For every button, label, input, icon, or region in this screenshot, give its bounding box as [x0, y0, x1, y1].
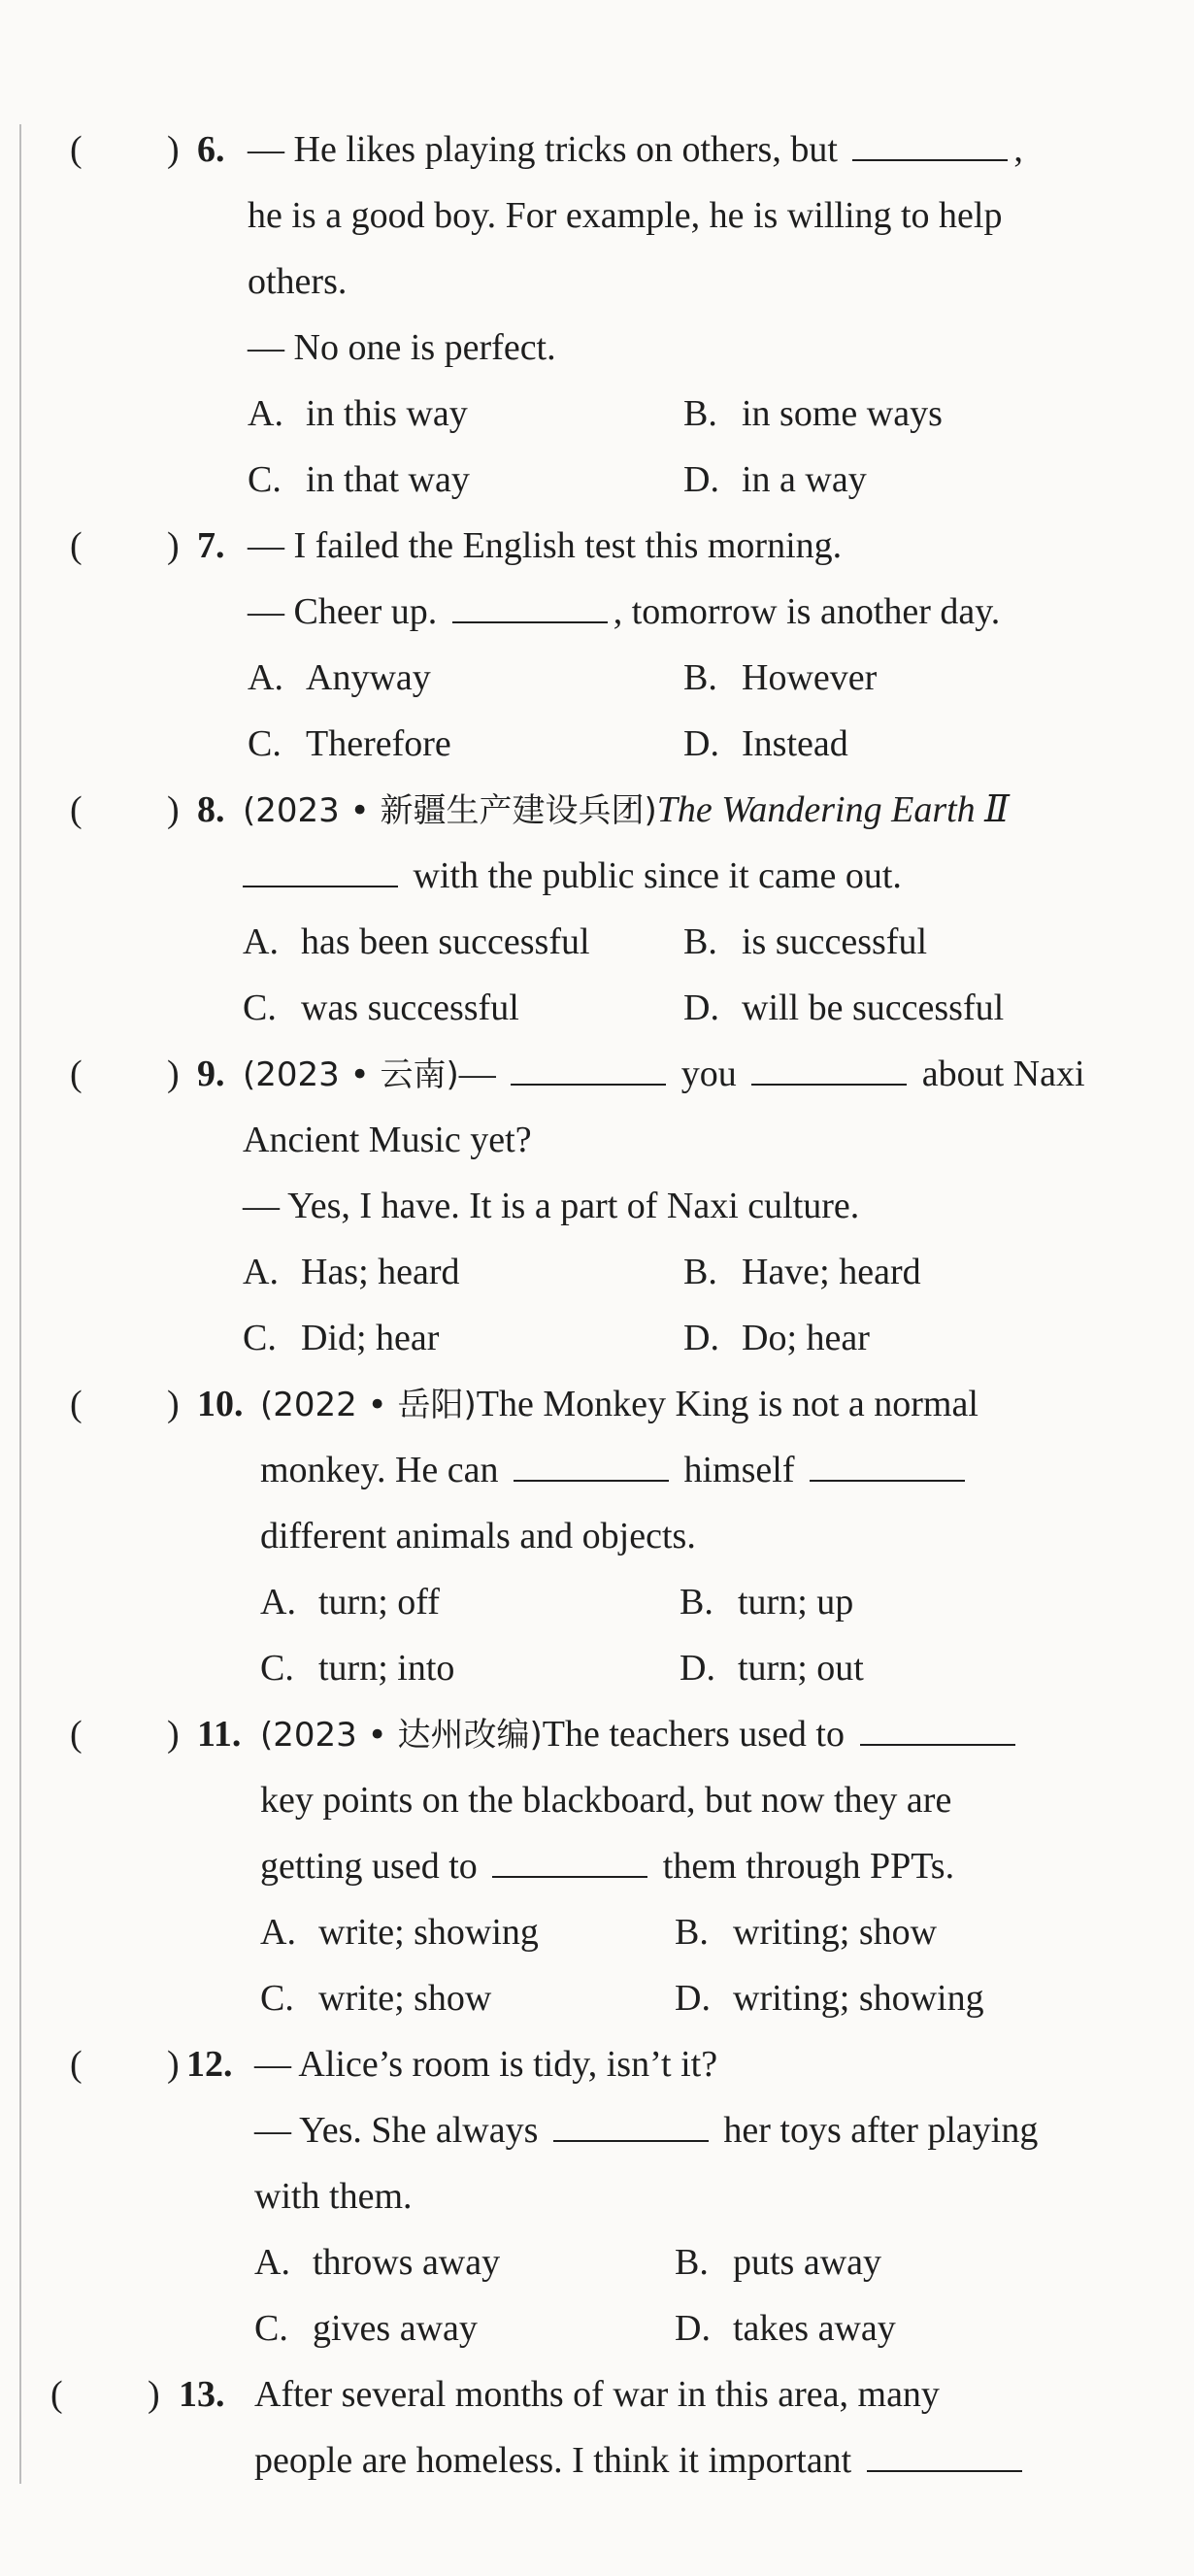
option-letter: B. — [683, 1252, 717, 1292]
question-line — [254, 2427, 1028, 2493]
bracket-open: ( — [70, 789, 83, 830]
question-line: he is a good boy. For example, he is willing to help — [248, 195, 1003, 236]
option-letter: A. — [260, 1582, 296, 1623]
question-line — [243, 843, 902, 909]
option-c[interactable] — [243, 975, 519, 1041]
option-text: writing; show — [733, 1912, 938, 1953]
option-text: However — [742, 657, 878, 698]
option-letter: C. — [243, 987, 277, 1028]
line-text: people are homeless. I think it important — [254, 2440, 861, 2481]
option-c[interactable] — [248, 711, 451, 777]
option-letter: A. — [260, 1912, 296, 1953]
option-letter: A. — [248, 393, 283, 434]
bracket-close: ) — [167, 789, 180, 830]
option-text: in a way — [742, 459, 867, 500]
answer-blank[interactable] — [810, 1451, 965, 1482]
source-tag: (2023 • 达州改编) — [260, 1716, 543, 1755]
bracket-close: ) — [167, 1384, 180, 1424]
option-letter: D. — [683, 723, 719, 764]
bracket-open: ( — [70, 1714, 83, 1755]
bracket-open: ( — [70, 1054, 83, 1094]
bracket-open: ( — [70, 1384, 83, 1424]
question-line — [254, 2097, 1038, 2163]
answer-blank[interactable] — [553, 2111, 709, 2142]
option-text: turn; into — [318, 1648, 455, 1689]
bracket-open: ( — [70, 129, 83, 170]
source-tag: (2023 • 新疆生产建设兵团) — [243, 791, 657, 830]
option-text: puts away — [733, 2242, 882, 2283]
option-letter: C. — [248, 723, 282, 764]
line-text: — Cheer up. — [248, 591, 447, 632]
option-text: in that way — [306, 459, 470, 500]
bracket-open: ( — [50, 2374, 63, 2415]
answer-blank[interactable] — [751, 1054, 907, 1086]
option-text: write; show — [318, 1978, 492, 2019]
option-letter: B. — [675, 2242, 709, 2283]
answer-blank[interactable] — [860, 1715, 1015, 1746]
option-c[interactable] — [248, 447, 470, 513]
bracket-close: ) — [167, 1714, 180, 1755]
question-line: Ancient Music yet? — [243, 1120, 532, 1160]
line-text: , — [1013, 129, 1023, 170]
answer-blank[interactable] — [867, 2441, 1022, 2472]
line-text: with the public since it came out. — [404, 855, 902, 896]
option-letter: A. — [243, 921, 279, 962]
option-text: in this way — [306, 393, 468, 434]
line-text: monkey. He can — [260, 1450, 508, 1490]
option-d[interactable] — [683, 447, 867, 513]
question-line — [248, 579, 1000, 645]
answer-blank[interactable] — [452, 592, 608, 623]
option-d[interactable] — [675, 2295, 896, 2361]
answer-bracket[interactable] — [70, 1041, 196, 1107]
question-line: After several months of war in this area, many — [254, 2374, 940, 2415]
question-line — [260, 1701, 1021, 1768]
question-line: others. — [248, 261, 348, 302]
option-b[interactable] — [683, 381, 943, 447]
option-text: will be successful — [742, 987, 1005, 1028]
option-letter: C. — [243, 1318, 277, 1358]
option-a[interactable] — [248, 645, 431, 711]
option-a[interactable] — [243, 1239, 460, 1305]
option-letter: B. — [683, 921, 717, 962]
option-text: writing; showing — [733, 1978, 984, 2019]
option-letter: D. — [683, 987, 719, 1028]
answer-bracket[interactable] — [70, 777, 196, 843]
bracket-close: ) — [167, 1054, 180, 1094]
answer-blank[interactable] — [492, 1847, 647, 1878]
answer-bracket[interactable] — [50, 2361, 177, 2427]
option-b[interactable] — [675, 1899, 937, 1965]
option-text: in some ways — [742, 393, 943, 434]
option-text: is successful — [742, 921, 928, 962]
option-letter: C. — [260, 1648, 294, 1689]
question-line — [260, 1371, 978, 1438]
option-text: Therefore — [306, 723, 451, 764]
line-text: her toys after playing — [713, 2110, 1039, 2151]
question-line — [260, 1833, 954, 1899]
option-b[interactable] — [675, 2229, 881, 2295]
question-line: — I failed the English test this morning. — [248, 525, 843, 566]
option-text: throws away — [313, 2242, 501, 2283]
option-letter: D. — [680, 1648, 715, 1689]
question-number: 6. — [197, 129, 225, 170]
option-letter: C. — [248, 459, 282, 500]
question-line — [243, 777, 1010, 844]
line-text: — He likes playing tricks on others, but — [248, 129, 847, 170]
bracket-close: ) — [148, 2374, 160, 2415]
question-number: 13. — [179, 2374, 225, 2415]
option-text: has been successful — [301, 921, 590, 962]
line-text: — — [458, 1054, 506, 1094]
answer-blank[interactable] — [514, 1451, 669, 1482]
question-line — [260, 1437, 971, 1503]
option-d[interactable] — [683, 975, 1004, 1041]
option-letter: A. — [248, 657, 283, 698]
option-letter: B. — [683, 657, 717, 698]
film-title: The Wandering Earth Ⅱ — [656, 789, 1010, 830]
option-b[interactable] — [683, 1239, 921, 1305]
option-letter: C. — [260, 1978, 294, 2019]
option-text: Anyway — [306, 657, 431, 698]
option-text: Has; heard — [301, 1252, 460, 1292]
question-number: 7. — [197, 525, 225, 566]
option-letter: C. — [254, 2308, 288, 2349]
question-line: key points on the blackboard, but now they are — [260, 1780, 952, 1821]
option-letter: B. — [683, 393, 717, 434]
option-letter: B. — [675, 1912, 709, 1953]
option-letter: A. — [243, 1252, 279, 1292]
bracket-close: ) — [167, 129, 180, 170]
bracket-open: ( — [70, 2044, 83, 2085]
option-letter: D. — [675, 1978, 711, 2019]
option-c[interactable] — [260, 1635, 454, 1701]
bracket-close: ) — [167, 2044, 180, 2085]
line-text: — Yes. She always — [254, 2110, 547, 2151]
answer-blank[interactable] — [243, 856, 398, 887]
option-b[interactable] — [683, 645, 877, 711]
option-text: turn; out — [738, 1648, 864, 1689]
option-text: Have; heard — [742, 1252, 921, 1292]
option-a[interactable] — [260, 1899, 539, 1965]
option-b[interactable] — [680, 1569, 853, 1635]
option-text: Did; hear — [301, 1318, 440, 1358]
option-letter: D. — [675, 2308, 711, 2349]
option-text: takes away — [733, 2308, 896, 2349]
option-d[interactable] — [683, 711, 848, 777]
option-letter: A. — [254, 2242, 290, 2283]
line-text: The teachers used to — [542, 1714, 854, 1755]
option-a[interactable] — [248, 381, 468, 447]
question-number: 12. — [186, 2044, 233, 2085]
option-c[interactable] — [243, 1305, 439, 1371]
option-letter: D. — [683, 459, 719, 500]
answer-blank[interactable] — [511, 1054, 666, 1086]
line-text: himself — [675, 1450, 804, 1490]
answer-bracket[interactable] — [70, 1371, 196, 1437]
question-line: — Yes, I have. It is a part of Naxi culture. — [243, 1186, 860, 1226]
question-line: — No one is perfect. — [248, 327, 556, 368]
line-text: The Monkey King is not a normal — [476, 1384, 978, 1424]
option-text: Instead — [742, 723, 848, 764]
line-text: , tomorrow is another day. — [613, 591, 1001, 632]
option-b[interactable] — [683, 909, 927, 975]
question-line: with them. — [254, 2176, 413, 2217]
option-a[interactable] — [243, 909, 590, 975]
option-text: write; showing — [318, 1912, 539, 1953]
option-text: gives away — [313, 2308, 478, 2349]
question-line — [243, 1041, 1085, 1108]
bracket-open: ( — [70, 525, 83, 566]
question-line: different animals and objects. — [260, 1516, 696, 1556]
margin-line — [19, 124, 21, 2484]
source-tag: (2022 • 岳阳) — [260, 1386, 477, 1424]
line-text: them through PPTs. — [653, 1846, 955, 1887]
option-text: turn; up — [738, 1582, 854, 1623]
option-text: was successful — [301, 987, 519, 1028]
question-number: 9. — [197, 1054, 225, 1094]
option-a[interactable] — [254, 2229, 500, 2295]
option-text: turn; off — [318, 1582, 440, 1623]
question-number: 8. — [197, 789, 225, 830]
option-letter: B. — [680, 1582, 713, 1623]
line-text: about Naxi — [912, 1054, 1085, 1094]
question-number: 10. — [197, 1384, 244, 1424]
option-c[interactable] — [260, 1965, 491, 2031]
question-number: 11. — [197, 1714, 242, 1755]
option-a[interactable] — [260, 1569, 440, 1635]
line-text: you — [672, 1054, 746, 1094]
question-line: — Alice’s room is tidy, isn’t it? — [254, 2044, 718, 2085]
answer-bracket[interactable] — [70, 1701, 196, 1767]
answer-bracket[interactable] — [70, 117, 196, 183]
option-d[interactable] — [675, 1965, 984, 2031]
option-letter: D. — [683, 1318, 719, 1358]
source-tag: (2023 • 云南) — [243, 1055, 459, 1094]
answer-blank[interactable] — [852, 130, 1008, 161]
line-text: getting used to — [260, 1846, 487, 1887]
option-d[interactable] — [680, 1635, 864, 1701]
option-c[interactable] — [254, 2295, 478, 2361]
bracket-close: ) — [167, 525, 180, 566]
answer-bracket[interactable] — [70, 513, 196, 579]
option-text: Do; hear — [742, 1318, 870, 1358]
option-d[interactable] — [683, 1305, 870, 1371]
question-line — [248, 117, 1023, 183]
answer-bracket[interactable] — [70, 2031, 196, 2097]
